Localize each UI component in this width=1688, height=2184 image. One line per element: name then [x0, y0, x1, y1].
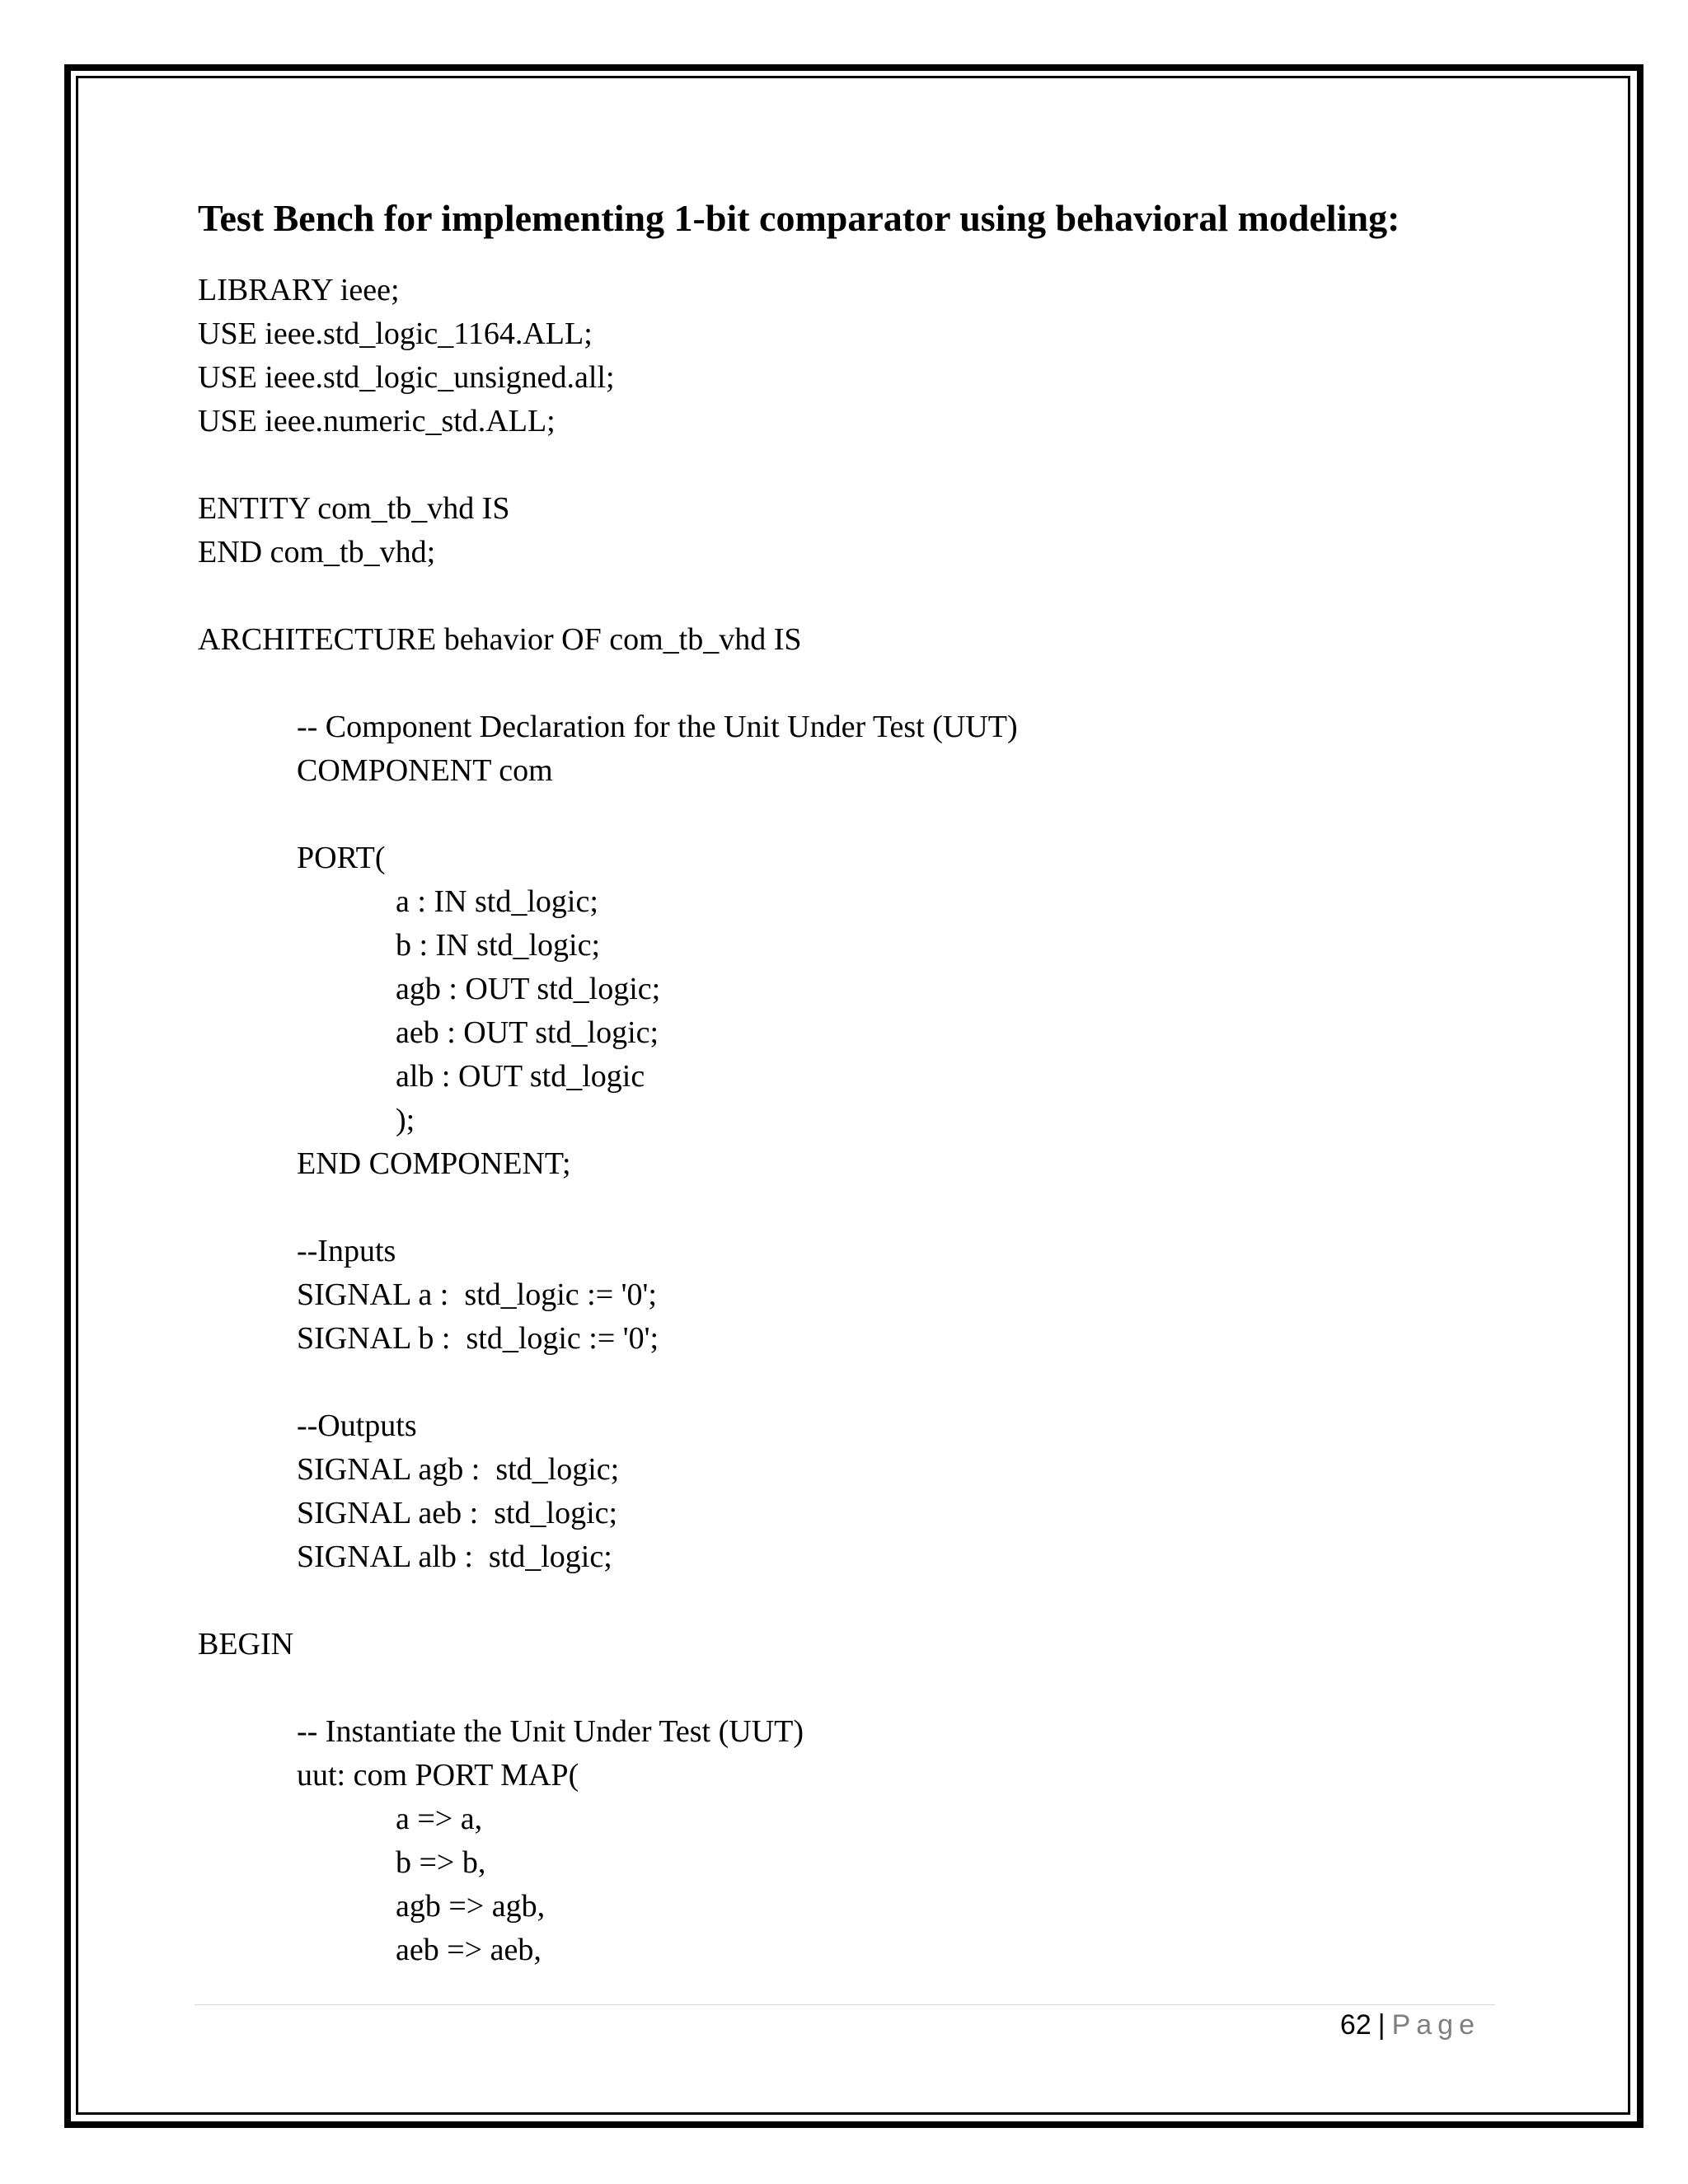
code-line: -- Component Declaration for the Unit Under Test (UUT) [297, 710, 1018, 744]
code-line: SIGNAL alb : std_logic; [297, 1540, 612, 1574]
code-line: END com_tb_vhd; [198, 535, 436, 569]
blank-line [198, 574, 1018, 618]
code-line: SIGNAL b : std_logic := '0'; [297, 1321, 659, 1356]
code-line: END COMPONENT; [297, 1146, 571, 1181]
code-line: --Outputs [297, 1408, 417, 1443]
code-line: b => b, [396, 1845, 486, 1880]
code-line: SIGNAL aeb : std_logic; [297, 1496, 618, 1530]
code-line: -- Instantiate the Unit Under Test (UUT) [297, 1714, 804, 1749]
blank-line [198, 443, 1018, 487]
code-line: PORT( [297, 841, 386, 875]
code-line: COMPONENT com [297, 753, 553, 788]
code-line: --Inputs [297, 1234, 396, 1268]
code-line: a : IN std_logic; [396, 884, 598, 919]
footer-divider [195, 2004, 1495, 2005]
code-line: alb : OUT std_logic [396, 1059, 645, 1094]
code-line: b : IN std_logic; [396, 928, 601, 963]
code-line: LIBRARY ieee; [198, 273, 400, 307]
blank-line [198, 1186, 1018, 1230]
blank-line [198, 793, 1018, 837]
code-line: agb => agb, [396, 1889, 546, 1924]
code-line: uut: com PORT MAP( [297, 1758, 579, 1793]
page-footer [1340, 2009, 1480, 2041]
code-line: aeb : OUT std_logic; [396, 1015, 659, 1050]
code-line: SIGNAL agb : std_logic; [297, 1452, 620, 1487]
code-line: ARCHITECTURE behavior OF com_tb_vhd IS [198, 622, 802, 657]
blank-line [198, 1361, 1018, 1404]
blank-line [198, 662, 1018, 705]
code-block [198, 269, 1018, 1972]
section-heading: Test Bench for implementing 1-bit comparator using behavioral modeling: [198, 197, 1400, 239]
code-line: ); [396, 1103, 415, 1137]
code-line: USE ieee.std_logic_unsigned.all; [198, 360, 615, 395]
code-line: USE ieee.numeric_std.ALL; [198, 404, 556, 438]
code-line: a => a, [396, 1802, 483, 1836]
footer-separator: | [1377, 2009, 1386, 2041]
code-line: BEGIN [198, 1627, 294, 1661]
code-line: ENTITY com_tb_vhd IS [198, 491, 510, 526]
blank-line [198, 1666, 1018, 1710]
code-line: agb : OUT std_logic; [396, 972, 661, 1006]
code-line: USE ieee.std_logic_1164.ALL; [198, 316, 593, 351]
blank-line [198, 1579, 1018, 1623]
code-line: SIGNAL a : std_logic := '0'; [297, 1277, 657, 1312]
page-number: 62 [1339, 2009, 1372, 2041]
page-label: Page [1391, 2009, 1480, 2041]
code-line: aeb => aeb, [396, 1933, 542, 1967]
